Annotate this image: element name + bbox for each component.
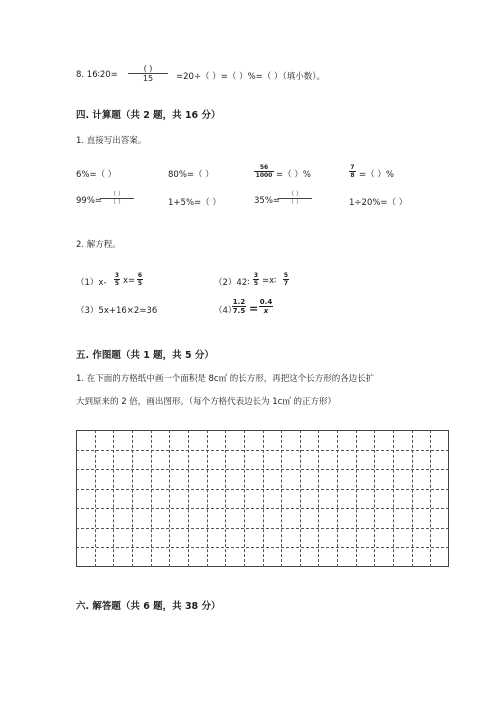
- section5-text-line2: 大到原来的 2 倍，画出图形。（每个方格代表边长为 1c㎡ 的正方形）: [76, 397, 337, 407]
- q8-frac-bottom: 15: [142, 74, 154, 83]
- eq4-f2-den: x: [263, 307, 269, 315]
- section5-title: 五. 作图题（共 1 题，共 5 分）: [76, 350, 214, 361]
- calc-item-d-rest: =（ ）%: [359, 170, 394, 180]
- calc-item-e-top: （ ）: [110, 191, 124, 198]
- section5-text-line1: 1. 在下面的方格纸中画一个面积是 8c㎡ 的长方形，再把这个长方形的各边长扩: [76, 374, 375, 384]
- eq1-f2-num: 6: [137, 272, 143, 279]
- eq1-mid: x=: [123, 276, 136, 286]
- eq2-f2-den: 7: [283, 280, 289, 287]
- calc-item-d-fraction: [349, 164, 356, 179]
- q8-fraction: [128, 64, 168, 83]
- eq1-f1-den: 5: [114, 280, 120, 287]
- eq2-fraction-2: [283, 272, 289, 287]
- eq1-f1-num: 3: [114, 272, 120, 279]
- eq4-fraction-2: [259, 298, 273, 315]
- calc-item-g-top: （ ）: [288, 191, 302, 198]
- calc-item-g-pre: 35%=: [254, 196, 281, 206]
- calc-item-c-den: 1000: [255, 172, 273, 179]
- section4-q1-label: 1. 直接写出答案。: [76, 136, 147, 146]
- eq2-mid: =x∶: [262, 276, 277, 286]
- eq3: （3）5x+16×2=36: [76, 306, 158, 316]
- grid-horizontal-line: [76, 528, 449, 529]
- eq2-f2-num: 5: [283, 272, 289, 279]
- calc-item-c-fraction: [254, 164, 274, 179]
- calc-item-d-den: 8: [350, 172, 355, 179]
- eq4-fraction-1: [232, 298, 246, 315]
- grid-horizontal-line: [76, 489, 449, 490]
- square-grid-paper: [76, 430, 449, 567]
- calc-item-b: 80%=（ ）: [168, 170, 214, 180]
- eq1-f2-den: 5: [137, 280, 143, 287]
- calc-item-g-bot: （ ）: [288, 199, 302, 206]
- calc-item-e-fraction: [100, 191, 134, 206]
- section4-title: 四. 计算题（共 2 题，共 16 分）: [76, 110, 221, 121]
- grid-horizontal-line: [76, 508, 449, 509]
- calc-item-d-num: 7: [350, 164, 355, 171]
- section4-q2-label: 2. 解方程。: [76, 240, 121, 250]
- eq2-prefix: （2）42∶: [214, 278, 250, 288]
- eq2-f1-den: 5: [253, 280, 259, 287]
- q8-prefix: 8. 16∶20=: [76, 70, 118, 80]
- calc-item-c-num: 56: [259, 164, 269, 171]
- section6-title: 六. 解答题（共 6 题，共 38 分）: [76, 601, 221, 612]
- eq1-prefix: （1）x-: [76, 278, 107, 288]
- calc-item-f: 1+5%=（ ）: [168, 198, 221, 208]
- grid-horizontal-line: [76, 469, 449, 470]
- eq4-prefix: （4）: [214, 306, 237, 316]
- eq2-fraction-1: [253, 272, 259, 287]
- calc-item-g-fraction: [278, 191, 312, 206]
- eq4-equals: =: [249, 302, 259, 315]
- q8-frac-top: ( ): [143, 64, 153, 73]
- q8-rest: =20÷（ ）=（ ）%=（ ）（填小数）。: [176, 72, 325, 82]
- calc-item-e-pre: 99%=: [76, 196, 103, 206]
- calc-item-a: 6%=（ ）: [76, 170, 117, 180]
- grid-horizontal-line: [76, 450, 449, 451]
- eq1-fraction-1: [114, 272, 120, 287]
- eq4-f2-num: 0.4: [259, 298, 273, 306]
- eq1-fraction-2: [137, 272, 143, 287]
- calc-item-h: 1÷20%=（ ）: [349, 198, 408, 208]
- grid-horizontal-line: [76, 547, 449, 548]
- eq4-f1-den: 7.5: [232, 307, 246, 315]
- eq2-f1-num: 3: [253, 272, 259, 279]
- eq4-f1-num: 1.2: [232, 298, 246, 306]
- calc-item-e-bot: （ ）: [110, 199, 124, 206]
- calc-item-c-rest: =（ ）%: [276, 170, 311, 180]
